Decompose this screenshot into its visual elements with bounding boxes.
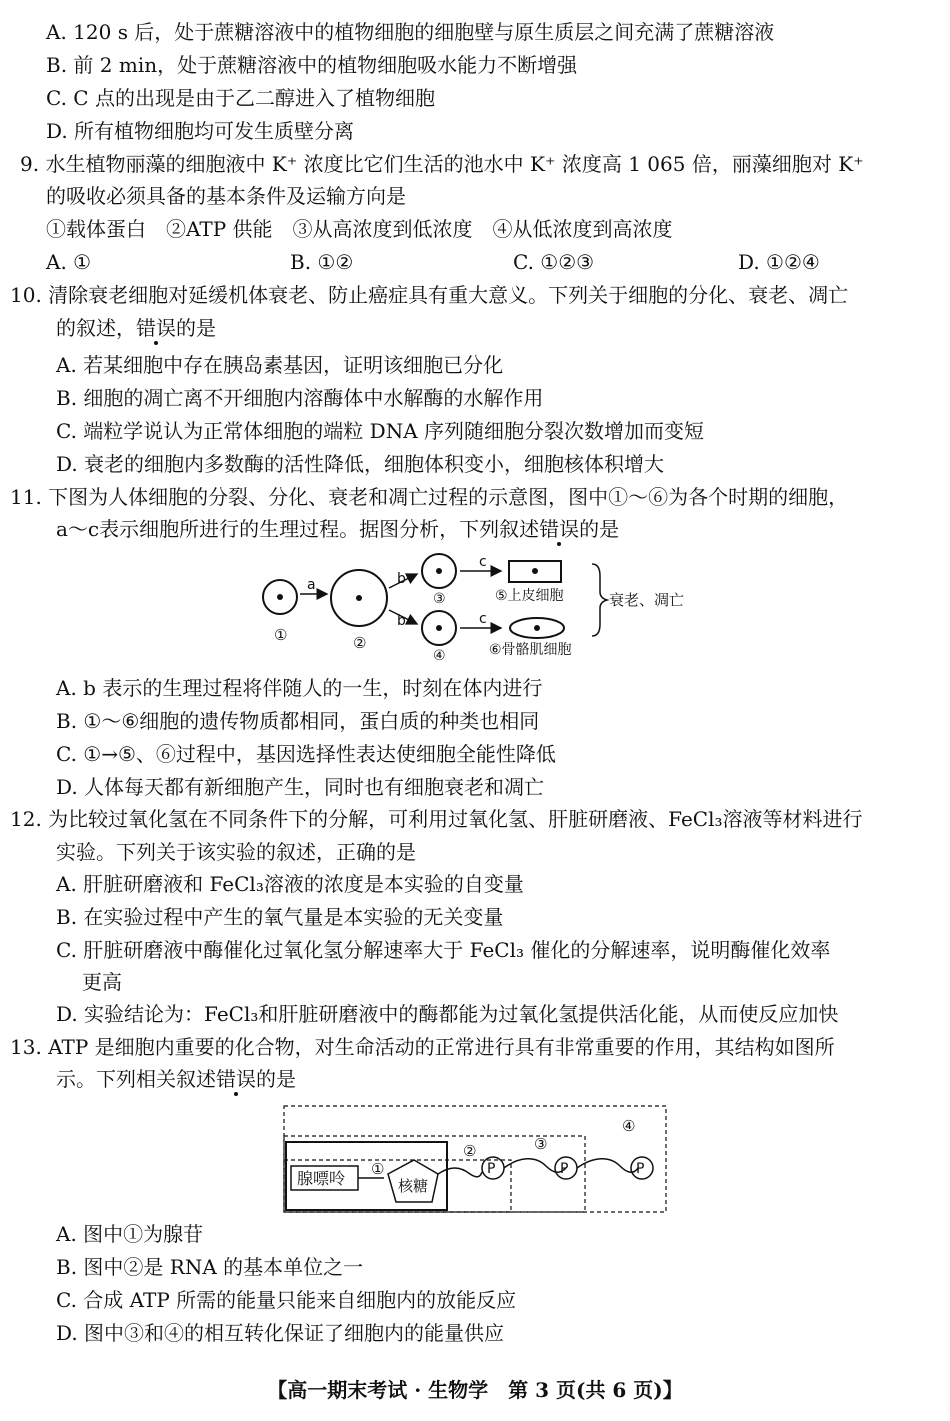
q9-stem-line1: 9. 水生植物丽藻的细胞液中 K⁺ 浓度比它们生活的池水中 K⁺ 浓度高 1 065 倍，丽藻细胞对 K⁺ xyxy=(20,152,864,176)
q9-choice-a: A. ① xyxy=(46,250,92,274)
q12-stem-line2: 实验。下列关于该实验的叙述，正确的是 xyxy=(56,840,416,864)
page-footer: 【高一期末考试 · 生物学 第 3 页(共 6 页)】 xyxy=(267,1378,683,1402)
cell-1 xyxy=(263,580,297,614)
q13-stem-line1: 13. ATP 是细胞内重要的化合物，对生命活动的正常进行具有非常重要的作用，其结构如图所 xyxy=(10,1035,835,1059)
q12-stem-line1: 12. 为比较过氧化氢在不同条件下的分解，可利用过氧化氢、肝脏研磨液、FeCl₃溶液等材料进行 xyxy=(10,807,863,831)
q12-option-c: C. 肝脏研磨液中酶催化过氧化氢分解速率大于 FeCl₃ 催化的分解速率，说明酶催化效率 xyxy=(56,938,831,962)
q10-option-c: C. 端粒学说认为正常体细胞的端粒 DNA 序列随细胞分裂次数增加而变短 xyxy=(56,419,704,443)
q11-stem-line1: 11. 下图为人体细胞的分裂、分化、衰老和凋亡过程的示意图，图中①～⑥为各个时期的细胞， xyxy=(10,485,849,509)
cell-3 xyxy=(422,554,456,588)
emphasis-wrong: 错误 xyxy=(136,316,176,340)
cell-2-label: ② xyxy=(353,634,367,652)
arrow-c-down-label: c xyxy=(479,611,487,627)
q13-option-c: C. 合成 ATP 所需的能量只能来自细胞内的放能反应 xyxy=(56,1288,517,1312)
q9-choice-c: C. ①②③ xyxy=(513,250,595,274)
arrow-a-label: a xyxy=(307,577,316,593)
cell-3-label: ③ xyxy=(433,591,446,607)
brace xyxy=(592,564,607,636)
q10-option-a: A. 若某细胞中存在胰岛素基因，证明该细胞已分化 xyxy=(56,353,504,377)
phosphate-1-label: P xyxy=(487,1161,496,1177)
label-3: ③ xyxy=(534,1135,548,1153)
arrow-b-up-label: b xyxy=(397,571,406,587)
adenine-label: 腺嘌呤 xyxy=(297,1169,346,1188)
cell-5-label: ⑤上皮细胞 xyxy=(495,588,564,604)
q9-stem-line2: 的吸收必须具备的基本条件及运输方向是 xyxy=(46,184,406,208)
cell-process-diagram xyxy=(255,552,695,667)
q13-option-a: A. 图中①为腺苷 xyxy=(56,1222,204,1246)
label-1: ① xyxy=(371,1160,385,1178)
q9-choice-d: D. ①②④ xyxy=(738,250,820,274)
emphasis-wrong: 错误 xyxy=(539,517,580,541)
q12-option-c-cont: 更高 xyxy=(82,970,122,994)
brace-label: 衰老、凋亡 xyxy=(609,591,685,609)
q10-option-d: D. 衰老的细胞内多数酶的活性降低，细胞体积变小，细胞核体积增大 xyxy=(56,452,665,476)
epithelial-cell xyxy=(509,561,561,582)
q10-stem-line2: 的叙述，错误的是 xyxy=(56,316,216,340)
q8-option-c: C. C 点的出现是由于乙二醇进入了植物细胞 xyxy=(46,86,435,110)
cell-1-label: ① xyxy=(274,626,288,644)
q8-option-b: B. 前 2 min，处于蔗糖溶液中的植物细胞吸水能力不断增强 xyxy=(46,53,578,77)
q10-stem-line1: 10. 清除衰老细胞对延缓机体衰老、防止癌症具有重大意义。下列关于细胞的分化、衰老、凋亡 xyxy=(10,283,849,307)
phosphate-2-label: P xyxy=(560,1161,569,1177)
q11-option-a: A. b 表示的生理过程将伴随人的一生，时刻在体内进行 xyxy=(56,676,543,700)
arrow-c-up-label: c xyxy=(479,554,487,570)
q9-items: ①载体蛋白 ②ATP 供能 ③从高浓度到低浓度 ④从低浓度到高浓度 xyxy=(46,217,673,241)
q9-choices xyxy=(0,247,950,277)
emphasis-wrong: 错误 xyxy=(216,1067,256,1091)
q12-option-d: D. 实验结论为：FeCl₃和肝脏研磨液中的酶都能为过氧化氢提供活化能，从而使反应加快 xyxy=(56,1002,839,1026)
cell-2 xyxy=(331,570,387,626)
q11-stem-line2: a～c表示细胞所进行的生理过程。据图分析，下列叙述错误的是 xyxy=(56,517,620,541)
cell-4 xyxy=(422,611,456,645)
q13-stem-line2: 示。下列相关叙述错误的是 xyxy=(56,1067,296,1091)
label-2: ② xyxy=(463,1142,477,1160)
arrow-b-down-label: b xyxy=(397,613,406,629)
q13-option-d: D. 图中③和④的相互转化保证了细胞内的能量供应 xyxy=(56,1321,505,1345)
q8-option-d: D. 所有植物细胞均可发生质壁分离 xyxy=(46,119,355,143)
atp-structure-diagram xyxy=(280,1104,670,1216)
q12-option-a: A. 肝脏研磨液和 FeCl₃溶液的浓度是本实验的自变量 xyxy=(56,872,524,896)
q8-option-a: A. 120 s 后，处于蔗糖溶液中的植物细胞的细胞壁与原生质层之间充满了蔗糖溶液 xyxy=(46,20,775,44)
q11-option-b: B. ①～⑥细胞的遗传物质都相同，蛋白质的种类也相同 xyxy=(56,709,540,733)
phosphate-3-label: P xyxy=(636,1161,645,1177)
q12-option-b: B. 在实验过程中产生的氧气量是本实验的无关变量 xyxy=(56,905,504,929)
muscle-cell xyxy=(510,618,564,638)
q9-choice-b: B. ①② xyxy=(290,250,354,274)
cell-4-label: ④ xyxy=(433,648,446,664)
q10-option-b: B. 细胞的凋亡离不开细胞内溶酶体中水解酶的水解作用 xyxy=(56,386,544,410)
q11-option-c: C. ①→⑤、⑥过程中，基因选择性表达使细胞全能性降低 xyxy=(56,742,556,766)
ribose-label: 核糖 xyxy=(398,1177,429,1195)
q11-option-d: D. 人体每天都有新细胞产生，同时也有细胞衰老和凋亡 xyxy=(56,775,545,799)
label-4: ④ xyxy=(622,1117,636,1135)
q13-option-b: B. 图中②是 RNA 的基本单位之一 xyxy=(56,1255,364,1279)
cell-6-label: ⑥骨骼肌细胞 xyxy=(489,642,572,658)
